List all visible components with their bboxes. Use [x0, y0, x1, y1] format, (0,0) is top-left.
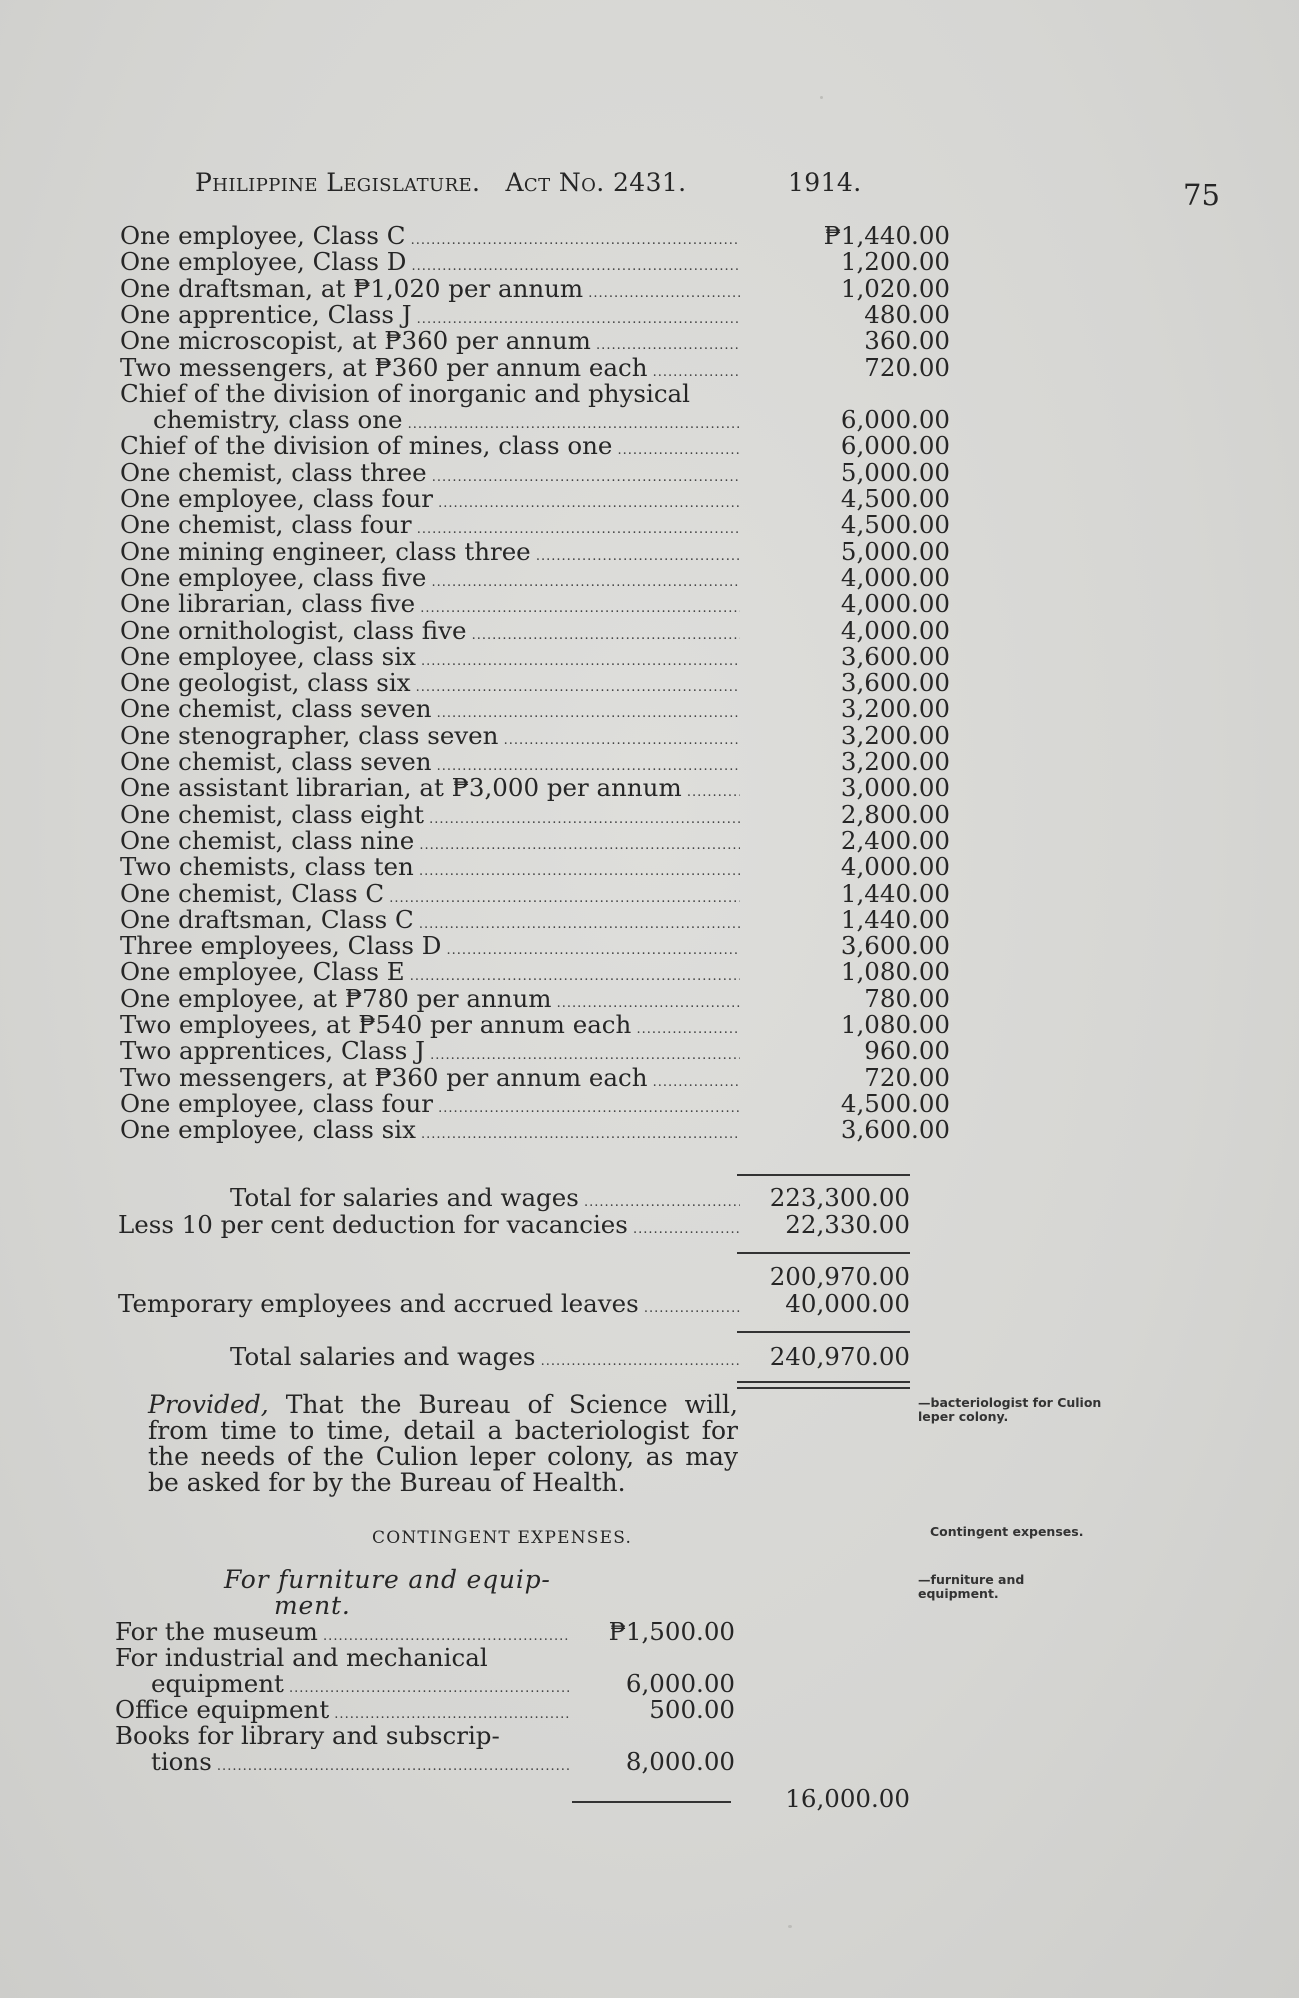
contingent-row [115, 1696, 735, 1723]
salary-row-label: One employee, Class D ..... [120, 248, 740, 280]
salary-row-label: One employee, class five ..... [120, 564, 740, 596]
contingent-heading: CONTINGENT EXPENSES. [372, 1528, 633, 1548]
salary-row-amount: 4,500.00 [840, 510, 950, 539]
contingent-row-label: Office equipment ..... [115, 1696, 570, 1728]
salaries-total-amount: 223,300.00 [769, 1183, 910, 1212]
salary-row-label: One assistant librarian, at ₱3,000 per annum ..... [120, 774, 740, 806]
salary-row-label: Two messengers, at ₱360 per annum each ..... [120, 1064, 740, 1096]
salary-row-amount: 3,600.00 [840, 642, 950, 671]
sum-rule [737, 1252, 910, 1254]
salary-row [120, 1063, 950, 1092]
proviso-text: That the Bureau of Science will, from time to time, detail a bacteriologist for the needs of the Culion leper colony, as may be asked for by the Bureau of Health. [148, 1390, 738, 1497]
contingent-row-amount: ₱1,500.00 [608, 1617, 735, 1646]
salary-row [120, 957, 950, 986]
salary-row-amount: 3,200.00 [840, 694, 950, 723]
net-row [118, 1263, 910, 1290]
salary-row-label: One apprentice, Class J ..... [120, 301, 740, 333]
salary-row [120, 1089, 950, 1118]
contingent-sum-rule [572, 1801, 731, 1803]
contingent-row [115, 1644, 735, 1671]
salary-row [120, 1036, 950, 1065]
margin-note-contingent: Contingent expenses. [930, 1524, 1084, 1539]
contingent-row-label: For industrial and mechanical [115, 1644, 488, 1671]
salary-row-label: One draftsman, Class C ..... [120, 906, 740, 938]
salary-row-label: One librarian, class five ..... [120, 590, 740, 622]
salary-row-label: One chemist, Class C ..... [120, 880, 740, 912]
salary-row-amount: 3,200.00 [840, 721, 950, 750]
salary-row [120, 668, 950, 697]
salary-row-amount: ₱1,440.00 [823, 221, 950, 250]
sum-rule [737, 1174, 910, 1176]
salary-row-amount: 2,800.00 [840, 800, 950, 829]
salary-row [120, 405, 950, 434]
salary-row-amount: 6,000.00 [840, 405, 950, 434]
salary-row-label: One employee, class six ..... [120, 643, 740, 675]
salary-row-label: One chemist, class eight ..... [120, 801, 740, 833]
salary-row-amount: 5,000.00 [840, 537, 950, 566]
salary-row-label: One draftsman, at ₱1,020 per annum ..... [120, 275, 740, 307]
salary-row-label: One stenographer, class seven ..... [120, 722, 740, 754]
salary-row-label: One microscopist, at ₱360 per annum ..... [120, 327, 740, 359]
proviso-paragraph [148, 1392, 738, 1496]
salary-row [120, 642, 950, 671]
temporary-label: Temporary employees and accrued leaves ..... [118, 1290, 740, 1322]
salary-row-amount: 3,600.00 [840, 1115, 950, 1144]
salary-row [120, 221, 950, 250]
salary-row-label: One chemist, class three ..... [120, 459, 740, 491]
salary-row-amount: 4,500.00 [840, 1089, 950, 1118]
salary-row [120, 353, 950, 382]
salary-row-label: One employee, class four ..... [120, 485, 740, 517]
salary-row-label: One chemist, class seven ..... [120, 695, 740, 727]
salary-row [120, 800, 950, 829]
salary-row-label: chemistry, class one ..... [153, 406, 740, 438]
salary-row-label: One chemist, class seven ..... [120, 748, 740, 780]
salary-row-label: Two employees, at ₱540 per annum each ..... [120, 1011, 740, 1043]
act-year: 1914. [788, 168, 862, 197]
sum-rule [737, 1331, 910, 1333]
salary-row-label: One ornithologist, class five ..... [120, 617, 740, 649]
contingent-row-label: equipment ..... [151, 1670, 570, 1702]
salary-row [120, 300, 950, 329]
deduction-amount: 22,330.00 [785, 1210, 910, 1239]
contingent-row-label: Books for library and subscrip- [115, 1722, 500, 1749]
page-number: 75 [1183, 178, 1220, 212]
net-amount: 200,970.00 [769, 1262, 910, 1291]
salary-row-label: Two messengers, at ₱360 per annum each ..... [120, 354, 740, 386]
salary-row-label: One employee, at ₱780 per annum ..... [120, 985, 740, 1017]
subheading-line-1: For furniture and equip- [224, 1565, 551, 1594]
salary-row-amount: 1,020.00 [840, 274, 950, 303]
salary-row-label: One chemist, class four ..... [120, 511, 740, 543]
salary-row [120, 589, 950, 618]
salary-row-label: One chemist, class nine ..... [120, 827, 740, 859]
salary-row [120, 380, 920, 407]
salary-row [120, 721, 950, 750]
salary-row-amount: 360.00 [864, 326, 950, 355]
salary-row [120, 905, 950, 934]
contingent-row-label: For the museum ..... [115, 1618, 570, 1650]
act-number: Act No. 2431. [505, 168, 687, 197]
salary-row [120, 931, 950, 960]
subheading-line-2: ment. [274, 1591, 351, 1620]
salary-row [120, 747, 950, 776]
salary-row-amount: 2,400.00 [840, 826, 950, 855]
salary-row-amount: 720.00 [864, 1063, 950, 1092]
salary-row-amount: 720.00 [864, 353, 950, 382]
salary-row-amount: 3,200.00 [840, 747, 950, 776]
scan-speck [788, 1925, 792, 1928]
salary-row [120, 458, 950, 487]
salary-row-amount: 1,080.00 [840, 957, 950, 986]
grand-total-amount: 240,970.00 [769, 1342, 910, 1371]
scan-speck [820, 96, 823, 99]
contingent-subtotal: 16,000.00 [785, 1784, 910, 1813]
salary-row-label: Chief of the division of mines, class one ..... [120, 432, 740, 464]
contingent-row [115, 1618, 735, 1645]
salary-row-amount: 3,600.00 [840, 931, 950, 960]
deduction-row [118, 1211, 910, 1238]
salary-row [120, 984, 950, 1013]
temporary-amount: 40,000.00 [785, 1289, 910, 1318]
salary-row [120, 1115, 950, 1144]
salary-row [120, 431, 950, 460]
salary-row-amount: 5,000.00 [840, 458, 950, 487]
salary-row-label: One geologist, class six ..... [120, 669, 740, 701]
deduction-label: Less 10 per cent deduction for vacancies ..... [118, 1211, 740, 1243]
salary-row-label: One employee, class four ..... [120, 1090, 740, 1122]
salary-row-amount: 4,000.00 [840, 589, 950, 618]
salary-row-label: One employee, Class C ..... [120, 222, 740, 254]
salary-row [120, 852, 950, 881]
salaries-total-row [230, 1184, 910, 1211]
contingent-row-amount: 8,000.00 [625, 1747, 735, 1776]
salary-row [120, 563, 950, 592]
salary-row [120, 694, 950, 723]
salary-row-amount: 1,440.00 [840, 879, 950, 908]
proviso-lead: Provided, [148, 1390, 269, 1419]
salary-row [120, 510, 950, 539]
temporary-row [118, 1290, 910, 1317]
contingent-subtotal-row [740, 1785, 910, 1812]
contingent-row-amount: 6,000.00 [625, 1669, 735, 1698]
salary-row [120, 616, 950, 645]
running-header [195, 168, 875, 197]
salary-row-amount: 1,200.00 [840, 247, 950, 276]
salary-row-amount: 3,000.00 [840, 773, 950, 802]
salary-row [120, 773, 950, 802]
grand-total-label: Total salaries and wages ..... [230, 1343, 740, 1375]
salary-row-label: Three employees, Class D ..... [120, 932, 740, 964]
salary-row-amount: 4,000.00 [840, 852, 950, 881]
salaries-total-label: Total for salaries and wages ..... [230, 1184, 740, 1216]
salary-row [120, 537, 950, 566]
double-rule-top [737, 1381, 910, 1383]
salary-row-label: One mining engineer, class three ..... [120, 538, 740, 570]
grand-total-row [230, 1343, 910, 1370]
contingent-subheading [224, 1567, 584, 1619]
contingent-row [115, 1670, 735, 1697]
salary-row [120, 274, 950, 303]
contingent-row [115, 1748, 735, 1775]
salary-row-amount: 4,000.00 [840, 616, 950, 645]
contingent-row-amount: 500.00 [649, 1695, 735, 1724]
salary-row [120, 1010, 950, 1039]
double-rule-bottom [737, 1387, 910, 1389]
salary-row [120, 484, 950, 513]
salary-row-amount: 4,000.00 [840, 563, 950, 592]
salary-row [120, 326, 950, 355]
salary-row-label: One employee, class six ..... [120, 1116, 740, 1148]
salary-row-label: Two chemists, class ten ..... [120, 853, 740, 885]
margin-note-furniture: —furniture and equipment. [918, 1572, 1025, 1601]
salary-row-label: One employee, Class E ..... [120, 958, 740, 990]
salary-row-label: Chief of the division of inorganic and physical [120, 380, 690, 408]
salary-row [120, 247, 950, 276]
contingent-row-label: tions ..... [151, 1748, 570, 1780]
salary-row-amount: 1,080.00 [840, 1010, 950, 1039]
salary-row-amount: 480.00 [864, 300, 950, 329]
running-title: Philippine Legislature. [195, 168, 481, 197]
salary-row-amount: 780.00 [864, 984, 950, 1013]
salary-row-label: Two apprentices, Class J ..... [120, 1037, 740, 1069]
salary-row-amount: 6,000.00 [840, 431, 950, 460]
salary-row [120, 826, 950, 855]
salary-row-amount: 1,440.00 [840, 905, 950, 934]
salary-row-amount: 960.00 [864, 1036, 950, 1065]
contingent-row [115, 1722, 735, 1749]
salary-row [120, 879, 950, 908]
salary-row-amount: 3,600.00 [840, 668, 950, 697]
margin-note-bacteriologist: —bacteriologist for Culion leper colony. [918, 1395, 1102, 1424]
salary-row-amount: 4,500.00 [840, 484, 950, 513]
